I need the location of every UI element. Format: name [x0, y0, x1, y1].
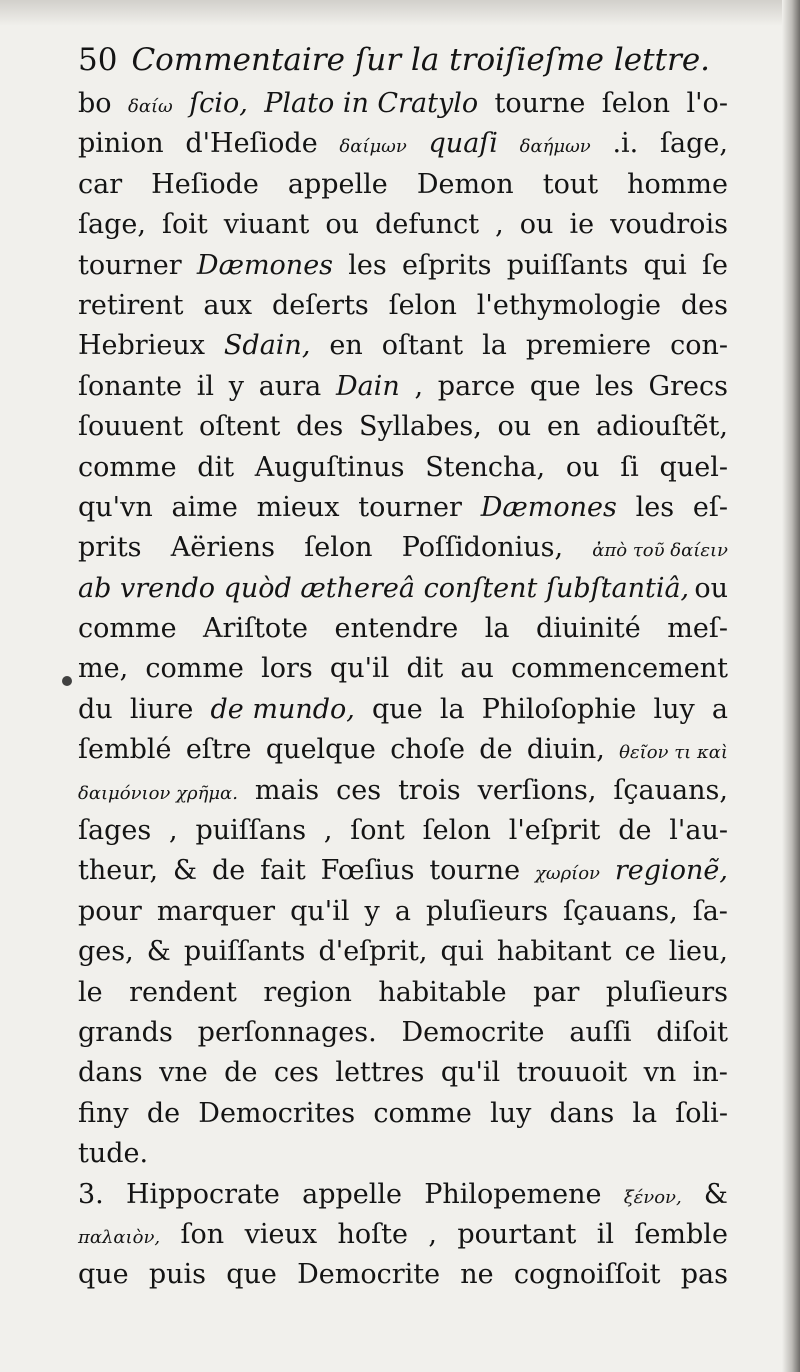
word: ,: [495, 209, 504, 241]
word: ſemble: [634, 1218, 728, 1250]
word: Dain: [335, 370, 400, 402]
word: pourtant: [457, 1218, 577, 1250]
word: dans: [549, 1097, 615, 1129]
word: puiſſans: [195, 815, 307, 847]
word: ſe: [702, 249, 728, 281]
word: Dæmones: [196, 249, 334, 281]
word: que: [529, 370, 581, 402]
word: appelle: [302, 1178, 403, 1210]
word: oſtant: [381, 330, 464, 362]
text-line: [78, 528, 728, 568]
word: fait: [260, 855, 306, 887]
word: lettres: [335, 1057, 425, 1089]
word: ſçauans,: [613, 774, 728, 806]
word: choſe: [390, 734, 465, 766]
text-line: [78, 932, 728, 972]
word: verſions,: [477, 774, 597, 806]
word: trouuoit: [516, 1057, 628, 1089]
word: adiouſtẽt,: [596, 411, 728, 443]
word: auſſi: [569, 1016, 632, 1048]
word: ces: [273, 1057, 319, 1089]
word: diſoit: [656, 1016, 728, 1048]
word: quel-: [659, 451, 728, 483]
word: puiſſants: [506, 249, 629, 281]
word: puiſſants: [183, 936, 306, 968]
word: ſçauans,: [563, 895, 678, 927]
word: aura: [258, 370, 322, 402]
word: Hippocrate: [125, 1178, 280, 1210]
word: eſ-: [692, 491, 728, 523]
text-line: [78, 892, 728, 932]
word: de: [211, 855, 246, 887]
word: mieux: [256, 491, 340, 523]
word: Democrites: [198, 1097, 356, 1129]
word: pinion: [78, 128, 164, 160]
word: l'ethymologie: [476, 289, 661, 321]
text-line: [78, 165, 728, 205]
word: que: [372, 693, 423, 725]
word: qui: [440, 936, 484, 968]
word: quaſi: [428, 128, 498, 160]
text-line: [78, 1053, 728, 1093]
word: lieu,: [668, 936, 728, 968]
word: diuinité: [535, 613, 641, 645]
word: Auguſtinus: [254, 451, 405, 483]
word: dans: [78, 1057, 143, 1089]
word: Philoſophie: [481, 693, 637, 725]
word: pluſieurs: [426, 895, 549, 927]
word: du: [78, 693, 113, 725]
word: qu'il: [329, 653, 390, 685]
word: regionẽ,: [614, 855, 728, 887]
greek-word: δαίω: [128, 96, 173, 117]
word: aime: [171, 491, 238, 523]
greek-word: χωρίον: [534, 863, 600, 885]
word: Dæmones: [480, 491, 617, 523]
word: eſprits: [401, 249, 492, 281]
word: de: [618, 815, 652, 847]
word: ab vrendo quòd æthereâ conſtent ſubſtantiâ,: [78, 572, 690, 604]
word: ſon: [180, 1218, 225, 1250]
word: tourne: [494, 88, 586, 119]
text-line: [78, 1094, 728, 1134]
page-number: 50: [78, 42, 118, 78]
word: a: [711, 693, 728, 725]
word: Aëriens: [170, 532, 276, 564]
word: grands: [78, 1016, 173, 1048]
text-line: [78, 851, 728, 891]
word: ou: [565, 451, 600, 483]
greek-word: δαιμόνιον χρῆμα.: [78, 782, 238, 804]
word: dit: [197, 451, 235, 483]
word: voudrois: [610, 209, 728, 241]
word: les: [595, 370, 634, 402]
text-line: [78, 690, 728, 730]
word: Ariſtote: [203, 613, 309, 645]
word: pour: [78, 895, 142, 927]
page-gutter-shadow: [782, 0, 800, 1372]
word: ſelon: [388, 289, 457, 321]
word: luy: [490, 1097, 532, 1129]
word: la: [482, 330, 507, 362]
word: ſages: [78, 815, 152, 847]
word: Plato in Cratylo: [264, 88, 479, 119]
page-top-shadow: [0, 0, 800, 26]
text-line: [78, 124, 728, 164]
word: ſont: [350, 815, 405, 847]
word: d'eſprit,: [318, 936, 428, 968]
word: les: [635, 491, 675, 523]
word: Hebrieux: [78, 330, 205, 362]
text-line: [78, 811, 728, 851]
word: ſelon: [601, 88, 671, 119]
word: region: [263, 976, 352, 1008]
word: qui: [643, 249, 687, 281]
word: qu'il: [440, 1057, 501, 1089]
word: cognoiſſoit: [513, 1259, 661, 1291]
text-line: [78, 286, 728, 326]
greek-word: ἀπὸ τοῦ δαίειν: [592, 540, 728, 562]
word: ces: [336, 774, 382, 806]
word: d'Heſiode: [185, 128, 318, 160]
word: marquer: [156, 895, 276, 927]
word: les: [348, 249, 387, 281]
text-line: [78, 609, 728, 649]
text-line: [78, 407, 728, 447]
word: Grecs: [648, 370, 728, 402]
text-line: [78, 1215, 728, 1255]
word: de mundo,: [210, 693, 355, 725]
text-line: [78, 84, 728, 124]
word: l'o-: [686, 88, 728, 119]
word: ſage,: [78, 209, 146, 241]
word: des: [296, 411, 344, 443]
word: liure: [129, 693, 194, 725]
word: tourner: [78, 249, 182, 281]
text-line: [78, 1013, 728, 1053]
word: Demon: [416, 168, 514, 200]
word: finy: [78, 1097, 129, 1129]
text-line: [78, 1134, 728, 1174]
word: homme: [627, 168, 728, 200]
word: ou: [325, 209, 360, 241]
word: aux: [203, 289, 253, 321]
word: de: [479, 734, 513, 766]
word: deſerts: [271, 289, 369, 321]
word: Fœſius: [320, 855, 415, 887]
text-line: [78, 246, 728, 286]
word: Poſſidonius,: [401, 532, 564, 564]
word: tout: [542, 168, 599, 200]
word: y: [364, 895, 380, 927]
word: hoſte: [337, 1218, 408, 1250]
greek-word: δαίμων: [339, 136, 407, 158]
word: que: [78, 1259, 129, 1291]
word: defunct: [375, 209, 480, 241]
word: a: [394, 895, 411, 927]
word: la: [439, 693, 465, 725]
word: Heſiode: [151, 168, 259, 200]
word: vn: [643, 1057, 677, 1089]
word: vieux: [244, 1218, 318, 1250]
word: Democrite: [401, 1016, 545, 1048]
ink-blot: [62, 676, 72, 686]
text-line: [78, 649, 728, 689]
word: meſ-: [667, 613, 728, 645]
word: ſage,: [660, 128, 728, 160]
word: qu'vn: [78, 491, 153, 523]
word: ſa-: [692, 895, 728, 927]
word: que: [226, 1259, 277, 1291]
word: ſcio,: [189, 88, 248, 119]
text-line: [78, 488, 728, 528]
word: Sdain,: [223, 330, 311, 362]
greek-word: δαήμων: [519, 136, 591, 158]
word: des: [680, 289, 728, 321]
word: il: [596, 1218, 615, 1250]
word: ie: [569, 209, 595, 241]
word: le: [78, 976, 103, 1008]
word: de: [224, 1057, 258, 1089]
word: qu'il: [290, 895, 350, 927]
word: en: [329, 330, 363, 362]
word: tourne: [429, 855, 521, 887]
text-line: [78, 730, 728, 770]
word: tude.: [78, 1138, 149, 1170]
word: &: [173, 855, 198, 887]
word: Democrite: [297, 1259, 441, 1291]
word: car: [78, 168, 123, 200]
word: comme: [145, 653, 244, 685]
word: entendre: [334, 613, 459, 645]
text-line: [78, 771, 728, 811]
greek-word: ξένον,: [623, 1186, 682, 1208]
word: comme: [373, 1097, 472, 1129]
word: ſoli-: [675, 1097, 728, 1129]
word: theur,: [78, 855, 159, 887]
text-line: [78, 326, 728, 366]
word: quelque: [265, 734, 376, 766]
word: au: [460, 653, 494, 685]
running-title: Commentaire ſur la troiſieſme lettre.: [131, 42, 711, 78]
word: parce: [437, 370, 516, 402]
word: diuin,: [526, 734, 605, 766]
word: eſtre: [185, 734, 252, 766]
word: in-: [692, 1057, 728, 1089]
word: Philopemene: [424, 1178, 602, 1210]
word: 3.: [78, 1178, 104, 1210]
word: appelle: [287, 168, 388, 200]
word: il: [196, 370, 214, 402]
text-line: [78, 1175, 728, 1215]
word: perſonnages.: [197, 1016, 377, 1048]
word: bo: [78, 88, 112, 119]
word: ou: [519, 209, 554, 241]
word: ſi: [620, 451, 639, 483]
word: ,: [323, 815, 333, 847]
word: Stencha,: [425, 451, 546, 483]
word: commencement: [511, 653, 728, 685]
word: ,: [169, 815, 178, 847]
word: en: [546, 411, 581, 443]
word: habitable: [378, 976, 507, 1008]
word: l'eſprit: [508, 815, 601, 847]
word: ou: [497, 411, 532, 443]
word: vne: [159, 1057, 208, 1089]
word: de: [146, 1097, 181, 1129]
word: ,: [428, 1218, 437, 1250]
word: ſonante: [78, 370, 182, 402]
text-line: [78, 367, 728, 407]
word: luy: [653, 693, 695, 725]
word: rendent: [129, 976, 237, 1008]
word: con-: [670, 330, 728, 362]
text-line: [78, 1255, 728, 1295]
word: ou: [694, 572, 728, 604]
greek-word: θεῖον τι καὶ: [619, 742, 728, 764]
word: retirent: [78, 289, 184, 321]
word: l'au-: [669, 815, 728, 847]
word: comme: [78, 451, 177, 483]
page-header: [78, 40, 710, 80]
word: ,: [414, 370, 424, 402]
word: trois: [398, 774, 461, 806]
word: ce: [624, 936, 656, 968]
word: tourner: [358, 491, 462, 523]
word: lors: [261, 653, 313, 685]
word: habitant: [496, 936, 612, 968]
word: Syllabes,: [358, 411, 482, 443]
word: premiere: [525, 330, 652, 362]
word: ſemblé: [78, 734, 172, 766]
word: me,: [78, 653, 129, 685]
word: puis: [148, 1259, 207, 1291]
word: ges,: [78, 936, 134, 968]
word: comme: [78, 613, 177, 645]
word: mais: [254, 774, 320, 806]
word: &: [146, 936, 171, 968]
word: pas: [680, 1259, 728, 1291]
word: prits: [78, 532, 142, 564]
word: ſelon: [304, 532, 373, 564]
text-line: [78, 205, 728, 245]
word: dit: [406, 653, 444, 685]
text-line: [78, 973, 728, 1013]
greek-word: παλαιὸν,: [78, 1226, 161, 1248]
word: pluſieurs: [605, 976, 728, 1008]
word: ne: [460, 1259, 494, 1291]
text-line: [78, 448, 728, 488]
word: &: [703, 1178, 728, 1210]
word: la: [632, 1097, 658, 1129]
word: la: [484, 613, 510, 645]
word: oſtent: [199, 411, 281, 443]
word: .i.: [612, 128, 639, 160]
word: ſelon: [422, 815, 491, 847]
word: ſouuent: [78, 411, 184, 443]
word: ſoit: [161, 209, 208, 241]
word: viuant: [223, 209, 310, 241]
word: y: [228, 370, 244, 402]
body-text: [78, 84, 728, 1296]
text-line: [78, 569, 728, 609]
word: par: [533, 976, 580, 1008]
